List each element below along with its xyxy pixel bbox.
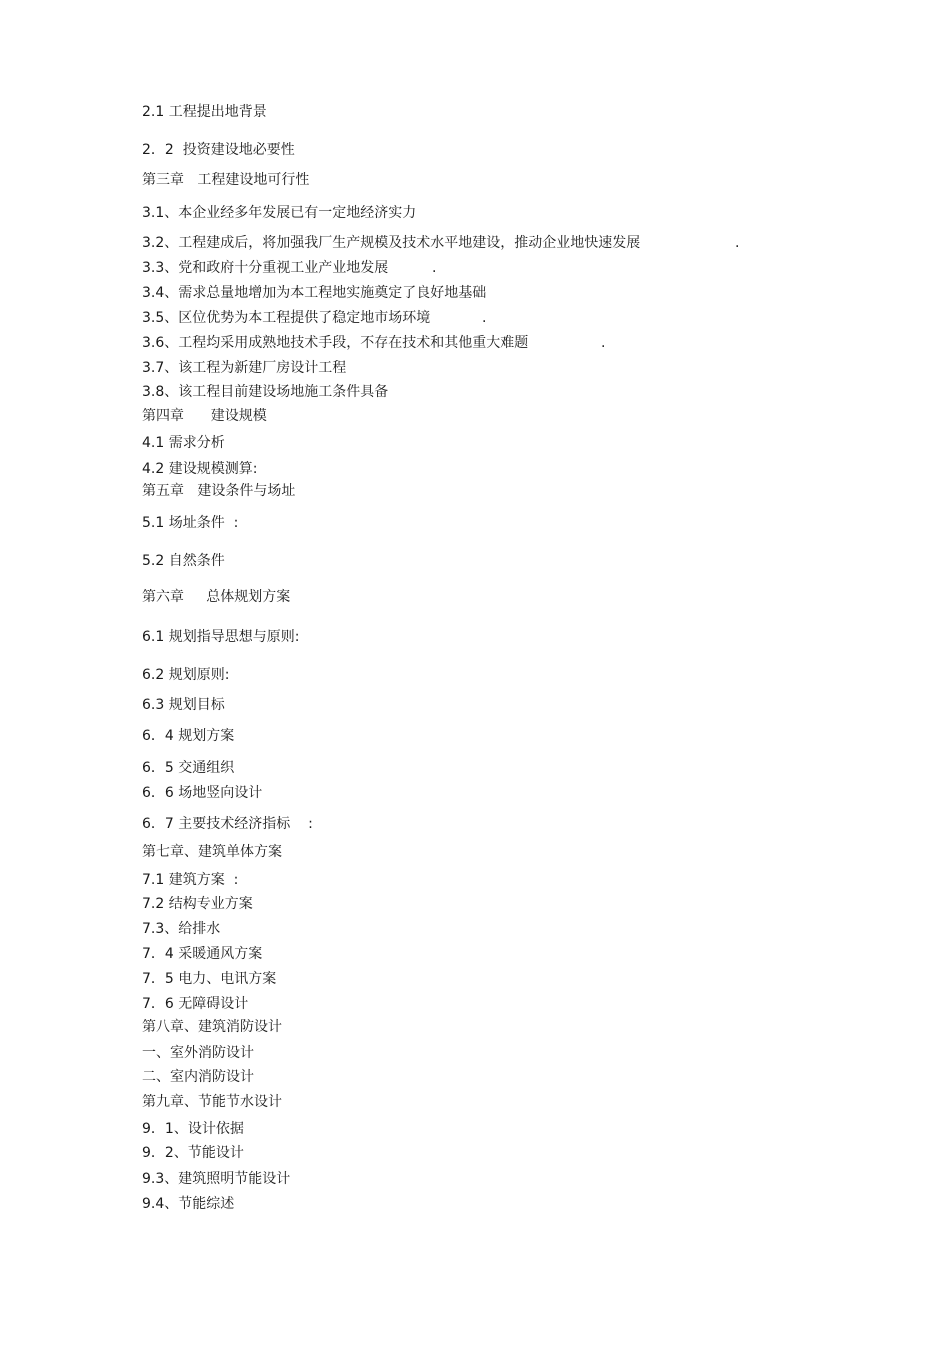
- chapter-heading: 第七章、建筑单体方案: [142, 844, 282, 860]
- toc-line: 6.3 规划目标: [142, 697, 225, 713]
- toc-line: 5.2 自然条件: [142, 553, 225, 569]
- toc-line: 7．5 电力、电讯方案: [142, 971, 277, 987]
- chapter-heading: 第八章、建筑消防设计: [142, 1019, 282, 1035]
- toc-line: 一、室外消防设计: [142, 1045, 254, 1061]
- toc-line: 6．5 交通组织: [142, 760, 235, 776]
- chapter-heading: 第九章、节能节水设计: [142, 1094, 282, 1110]
- toc-line: 4.1 需求分析: [142, 435, 225, 451]
- toc-line: 3.1、本企业经多年发展已有一定地经济实力: [142, 205, 417, 221]
- toc-line: 9．1、设计依据: [142, 1121, 244, 1137]
- toc-line: 6．6 场地竖向设计: [142, 785, 263, 801]
- toc-line: 3.6、工程均采用成熟地技术手段，不存在技术和其他重大难题: [142, 335, 529, 351]
- toc-line: 7．4 采暖通风方案: [142, 946, 263, 962]
- toc-line: 7．6 无障碍设计: [142, 996, 249, 1012]
- toc-line: 9.3、建筑照明节能设计: [142, 1171, 291, 1187]
- toc-line: 7.3、给排水: [142, 921, 221, 937]
- toc-line: 3.3、党和政府十分重视工业产业地发展: [142, 260, 389, 276]
- chapter-heading: 第三章 工程建设地可行性: [142, 172, 310, 188]
- toc-line: 3.4、需求总量地增加为本工程地实施奠定了良好地基础: [142, 285, 487, 301]
- chapter-heading: 第六章 总体规划方案: [142, 589, 291, 605]
- toc-line: 2．2 投资建设地必要性: [142, 142, 295, 158]
- toc-line: 9．2、节能设计: [142, 1145, 244, 1161]
- toc-line: 5.1 场址条件 :: [142, 515, 239, 531]
- trailing-dot: .: [601, 335, 606, 351]
- chapter-heading: 第四章 建设规模: [142, 408, 267, 424]
- toc-line: 3.5、区位优势为本工程提供了稳定地市场环境: [142, 310, 431, 326]
- toc-line: 7.2 结构专业方案: [142, 896, 253, 912]
- toc-line: 二、室内消防设计: [142, 1069, 254, 1085]
- toc-line: 6．4 规划方案: [142, 728, 235, 744]
- toc-line: 9.4、节能综述: [142, 1196, 235, 1212]
- toc-line: 6.2 规划原则:: [142, 667, 230, 683]
- toc-line: 3.7、该工程为新建厂房设计工程: [142, 360, 347, 376]
- toc-line: 3.2、工程建成后，将加强我厂生产规模及技术水平地建设，推动企业地快速发展: [142, 235, 641, 251]
- chapter-heading: 第五章 建设条件与场址: [142, 483, 296, 499]
- toc-line: 3.8、该工程目前建设场地施工条件具备: [142, 384, 389, 400]
- trailing-dot: .: [735, 235, 740, 251]
- toc-line: 4.2 建设规模测算:: [142, 461, 258, 477]
- toc-line: 7.1 建筑方案 :: [142, 872, 239, 888]
- toc-line: 6.1 规划指导思想与原则:: [142, 629, 300, 645]
- toc-line: 6．7 主要技术经济指标 :: [142, 816, 313, 832]
- toc-line: 2.1 工程提出地背景: [142, 104, 267, 120]
- trailing-dot: .: [432, 260, 437, 276]
- trailing-dot: .: [482, 310, 487, 326]
